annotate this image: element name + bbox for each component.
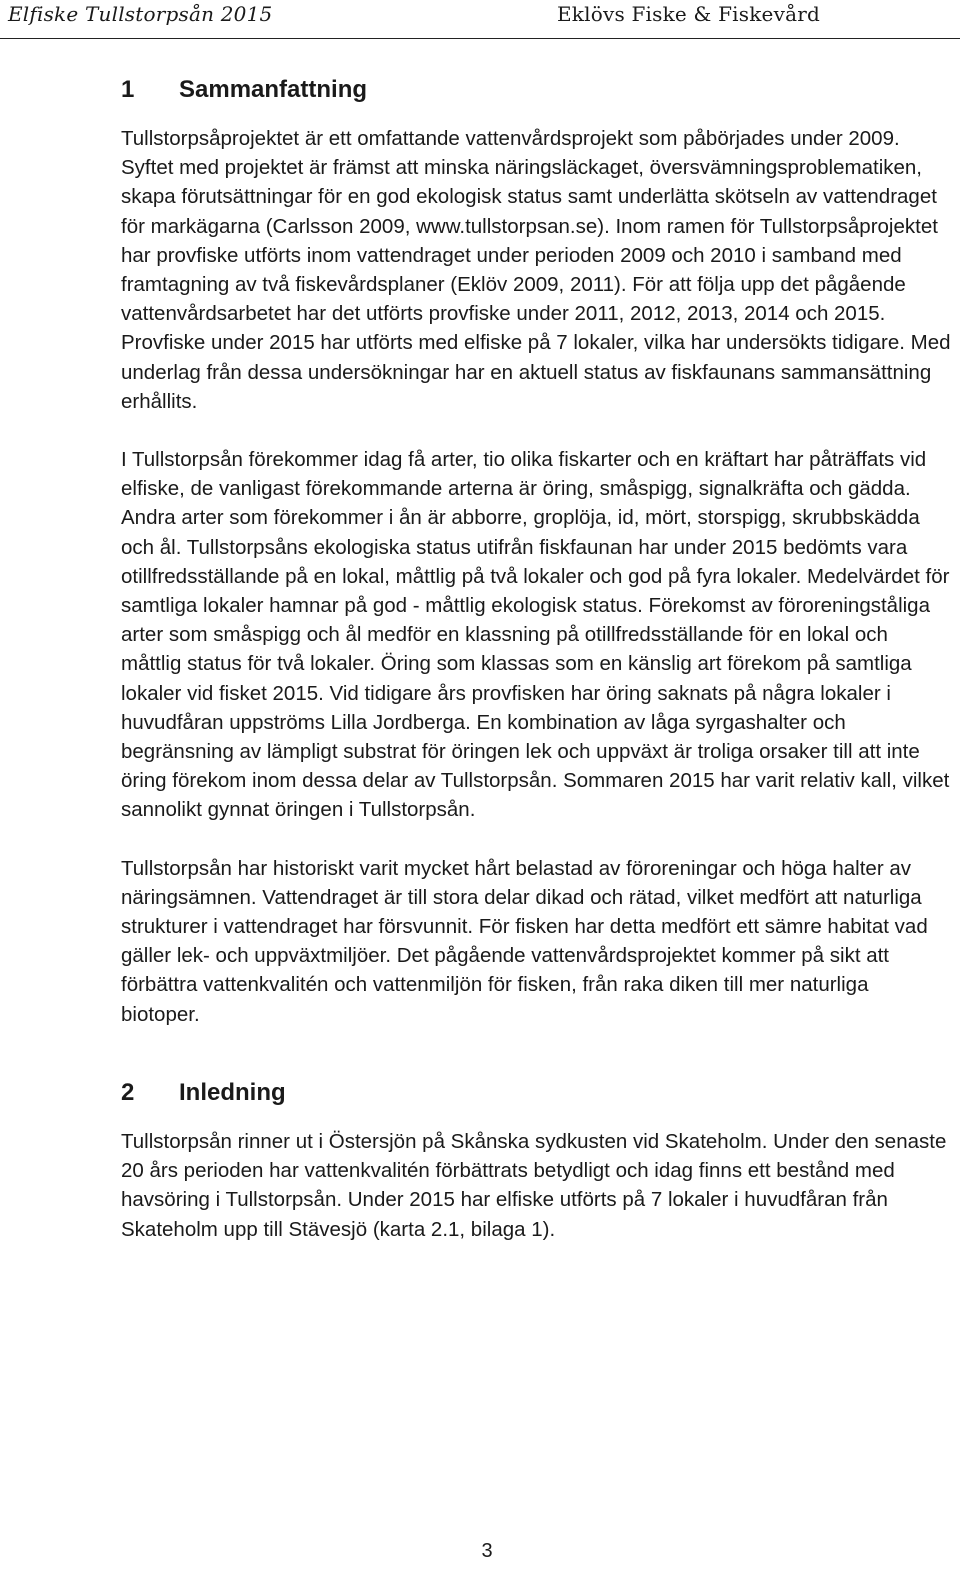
header-divider [0,38,960,39]
running-header [0,0,960,40]
section-heading [121,1073,951,1113]
section-inledning [121,1073,951,1244]
paragraph: I Tullstorpsån förekommer idag få arter, tio olika fiskarter och en kräftart har påträffats vid elfiske, de vanligast förekommande arterna är öring, småspigg, signalkräfta och gädda. Andra arter som förekommer i ån är abborre, groplöja, id, mört, storspigg, skrubbskädda och ål. Tullstorpsåns ekologiska status utifrån fiskfaunan har under 2015 bedömts vara otillfredsställande på en lokal, måttlig på två lokaler och god på fyra lokaler. Medelvärdet för samtliga lokaler hamnar på god - måttlig ekologisk status. Förekomst av föroreningståliga arter som småspigg och ål medför en klassning på otillfredsställande för en lokal och måttlig status för två lokaler. Öring som klassas som en känslig art förekom på samtliga lokaler vid fisket 2015. Vid tidigare års provfisken har öring saknats på några lokaler i huvudfåran uppströms Lilla Jordberga. En kombination av låga syrgashalter och begränsning av lämpligt substrat för öringen lek och uppväxt är troliga orsaker till att inte öring förekom inom dessa delar av Tullstorpsån. Sommaren 2015 har varit relativ kall, vilket sannolikt gynnat öringen i Tullstorpsån. [121,448,950,822]
header-report-title: Elfiske Tullstorpsån 2015 [8,2,273,26]
section-heading [121,70,951,110]
section-number: 1 [121,76,135,103]
section-title: Inledning [179,1078,286,1106]
section-number: 2 [121,1078,135,1106]
page-content [121,70,951,1273]
paragraph: Tullstorpsåprojektet är ett omfattande vattenvårdsprojekt som påbörjades under 2009. Syftet med projektet är främst att minska näringsläckaget, översvämningsproblematiken, skapa förutsättningar för en god ekologisk status samt underlätta skötseln av vattendraget för markägarna (Carlsson 2009, www.tullstorpsan.se). Inom ramen för Tullstorpsåprojektet har provfiske utförts inom vattendraget under perioden 2009 och 2010 i samband med framtagning av två fiskevårdsplaner (Eklöv 2009, 2011). För att följa upp det pågående vattenvårdsarbetet har det utförts provfiske under 2011, 2012, 2013, 2014 och 2015. Provfiske under 2015 har utförts med elfiske på 7 lokaler, vilka har undersökts tidigare. Med underlag från dessa undersökningar har en aktuell status av fiskfaunans sammansättning erhållits. [121,127,951,413]
paragraph: Tullstorpsån rinner ut i Östersjön på Skånska sydkusten vid Skateholm. Under den senaste 20 års perioden har vattenkvalitén förbättrats betydligt och idag finns ett bestånd med havsöring i Tullstorpsån. Under 2015 har elfiske utförts på 7 lokaler i huvudfåran från Skateholm upp till Stävesjö (karta 2.1, bilaga 1). [121,1129,947,1241]
section-title: Sammanfattning [179,76,368,103]
paragraph: Tullstorpsån har historiskt varit mycket hårt belastad av föroreningar och höga halter av näringsämnen. Vattendraget är till stora delar dikad och rätad, vilket medfört att naturliga strukturer i vattendraget har försvunnit. För fisken har detta medfört ett sämre habitat vad gäller lek- och uppväxtmiljöer. Det pågående vattenvårdsprojektet kommer på sikt att förbättra vattenkvalitén och vattenmiljön för fisken, från raka diken till mer naturliga biotoper. [121,856,928,1026]
header-author: Eklövs Fiske & Fiskevård [557,2,820,26]
section-sammanfattning [121,70,951,1029]
page-number: 3 [481,1540,493,1562]
